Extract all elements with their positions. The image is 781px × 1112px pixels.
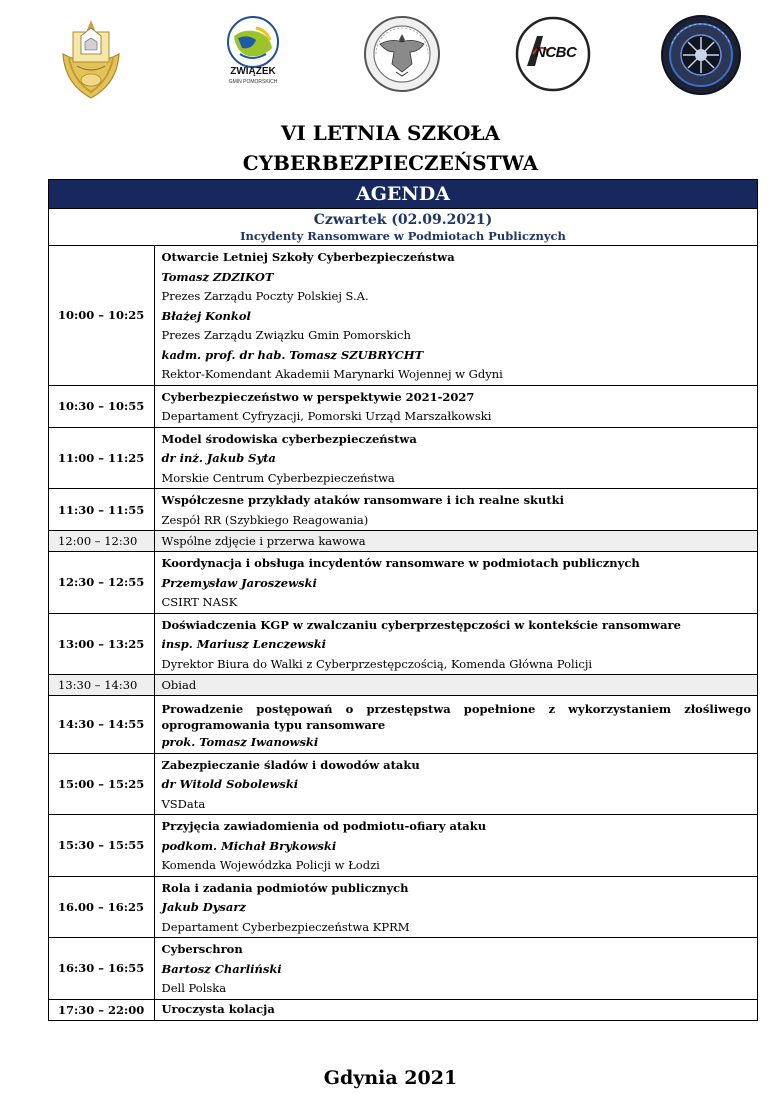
session-title: Współczesne przykłady ataków ransomware i ich realne skutki bbox=[161, 493, 565, 507]
session-details bbox=[154, 552, 757, 614]
speaker-org: Zespół RR (Szybkiego Reagowania) bbox=[161, 512, 369, 527]
footer-location: Gdynia 2021 bbox=[323, 1067, 458, 1089]
session-details bbox=[154, 999, 757, 1020]
day-date: Czwartek (02.09.2021) bbox=[313, 212, 493, 228]
speaker-name: Błażej Konkol bbox=[161, 308, 251, 323]
table-row bbox=[49, 876, 757, 938]
session-title: Prowadzenie postępowań o przestępstwa popełnione z wykorzystaniem złośliwego oprogramowania typu ransomware bbox=[161, 702, 751, 732]
table-row bbox=[49, 489, 757, 531]
session-details bbox=[154, 489, 757, 531]
speaker-name: Jakub Dysarz bbox=[161, 900, 246, 914]
session-time: 10:00 – 10:25 bbox=[49, 246, 154, 385]
table-row bbox=[49, 552, 757, 614]
session-time: 15:00 – 15:25 bbox=[49, 753, 154, 815]
session-details bbox=[154, 613, 757, 675]
speaker-name: Bartosz Charliński bbox=[161, 961, 282, 976]
title-line-2: CYBERBEZPIECZEŃSTWA bbox=[242, 151, 539, 175]
speaker-name: podkom. Michał Brykowski bbox=[161, 838, 337, 853]
zgp-name: ZWIĄZEK bbox=[230, 66, 276, 77]
session-time: 12:00 – 12:30 bbox=[49, 531, 154, 552]
speaker-name: kadm. prof. dr hab. Tomasz SZUBRYCHT bbox=[161, 347, 424, 362]
session-title: Doświadczenia KGP w zwalczaniu cyberprzestępczości w kontekście ransomware bbox=[161, 617, 681, 632]
table-row bbox=[49, 815, 757, 877]
table-row-break bbox=[49, 531, 757, 552]
speaker-role: Prezes Zarządu Związku Gmin Pomorskich bbox=[161, 328, 411, 342]
session-title: Koordynacja i obsługa incydentów ransomware w podmiotach publicznych bbox=[161, 556, 640, 570]
session-title: Zabezpieczanie śladów i dowodów ataku bbox=[161, 757, 420, 772]
speaker-name: Przemysław Jaroszewski bbox=[161, 575, 317, 590]
session-time: 14:30 – 14:55 bbox=[49, 696, 154, 754]
table-row bbox=[49, 753, 757, 815]
table-row bbox=[49, 246, 757, 385]
session-title: Rola i zadania podmiotów publicznych bbox=[161, 880, 409, 895]
session-time: 13:30 – 14:30 bbox=[49, 675, 154, 696]
zgp-logo bbox=[218, 14, 288, 98]
session-time: 10:30 – 10:55 bbox=[49, 385, 154, 427]
speaker-name: Tomasz ZDZIKOT bbox=[161, 269, 274, 284]
session-details bbox=[154, 815, 757, 877]
speaker-org: CSIRT NASK bbox=[161, 595, 238, 609]
zgp-subname: GMIN POMORSKICH bbox=[228, 79, 278, 85]
table-row bbox=[49, 427, 757, 489]
session-details bbox=[154, 876, 757, 938]
speaker-org: Dyrektor Biura do Walki z Cyberprzestępczością, Komenda Główna Policji bbox=[161, 656, 593, 671]
speaker-name: insp. Mariusz Lenczewski bbox=[161, 637, 327, 651]
cyber-center-logo bbox=[660, 14, 742, 96]
session-title: Przyjęcia zawiadomienia od podmiotu-ofiary ataku bbox=[161, 819, 487, 833]
session-time: 16:30 – 16:55 bbox=[49, 938, 154, 1000]
speaker-name: dr inż. Jakub Syta bbox=[161, 451, 276, 465]
session-time: 13:00 – 13:25 bbox=[49, 613, 154, 675]
eagle-emblem-logo bbox=[362, 14, 442, 94]
speaker-org: VSData bbox=[161, 796, 206, 811]
table-row bbox=[49, 999, 757, 1020]
session-details bbox=[154, 753, 757, 815]
table-row-break bbox=[49, 675, 757, 696]
speaker-org: Departament Cyfryzacji, Pomorski Urząd Marszałkowski bbox=[161, 409, 492, 423]
session-title: Otwarcie Letniej Szkoły Cyberbezpieczeństwa bbox=[161, 250, 455, 264]
session-title: Cyberschron bbox=[161, 942, 243, 956]
session-time: 16.00 – 16:25 bbox=[49, 876, 154, 938]
naval-academy-logo bbox=[55, 14, 127, 100]
table-row bbox=[49, 613, 757, 675]
session-title: Cyberbezpieczeństwo w perspektywie 2021-2027 bbox=[161, 389, 475, 404]
break-label: Wspólne zdjęcie i przerwa kawowa bbox=[154, 531, 757, 552]
session-details bbox=[154, 938, 757, 1000]
session-time: 11:00 – 11:25 bbox=[49, 427, 154, 489]
session-time: 11:30 – 11:55 bbox=[49, 489, 154, 531]
logo-strip bbox=[0, 14, 781, 106]
table-row bbox=[49, 696, 757, 754]
agenda-header: AGENDA bbox=[49, 180, 757, 209]
session-details bbox=[154, 696, 757, 754]
day-heading bbox=[49, 209, 757, 246]
session-time: 15:30 – 15:55 bbox=[49, 815, 154, 877]
table-row bbox=[49, 938, 757, 1000]
day-topic: Incydenty Ransomware w Podmiotach Publicznych bbox=[240, 229, 566, 243]
speaker-name: prok. Tomasz Iwanowski bbox=[161, 735, 319, 749]
ncbc-wordmark: NCBC bbox=[535, 44, 577, 61]
zgp-emblem-icon bbox=[218, 14, 288, 70]
speaker-org: Dell Polska bbox=[161, 981, 227, 995]
agenda-table bbox=[48, 179, 758, 1021]
speaker-role: Rektor-Komendant Akademii Marynarki Wojennej w Gdyni bbox=[161, 367, 503, 381]
session-details bbox=[154, 246, 757, 385]
session-details bbox=[154, 427, 757, 489]
session-time: 12:30 – 12:55 bbox=[49, 552, 154, 614]
speaker-org: Komenda Wojewódzka Policji w Łodzi bbox=[161, 858, 380, 872]
session-details bbox=[154, 385, 757, 427]
table-row bbox=[49, 385, 757, 427]
break-label: Obiad bbox=[154, 675, 757, 696]
session-time: 17:30 – 22:00 bbox=[49, 999, 154, 1020]
ncbc-logo bbox=[513, 14, 593, 94]
page-title bbox=[0, 118, 781, 178]
speaker-org: Morskie Centrum Cyberbezpieczeństwa bbox=[161, 470, 395, 485]
speaker-org: Departament Cyberbezpieczeństwa KPRM bbox=[161, 919, 410, 934]
schedule-table bbox=[49, 246, 757, 1020]
title-line-1: VI LETNIA SZKOŁA bbox=[280, 121, 501, 145]
session-title: Uroczysta kolacja bbox=[161, 1002, 275, 1016]
speaker-name: dr Witold Sobolewski bbox=[161, 777, 299, 791]
session-title: Model środowiska cyberbezpieczeństwa bbox=[161, 431, 417, 446]
speaker-role: Prezes Zarządu Poczty Polskiej S.A. bbox=[161, 289, 369, 303]
